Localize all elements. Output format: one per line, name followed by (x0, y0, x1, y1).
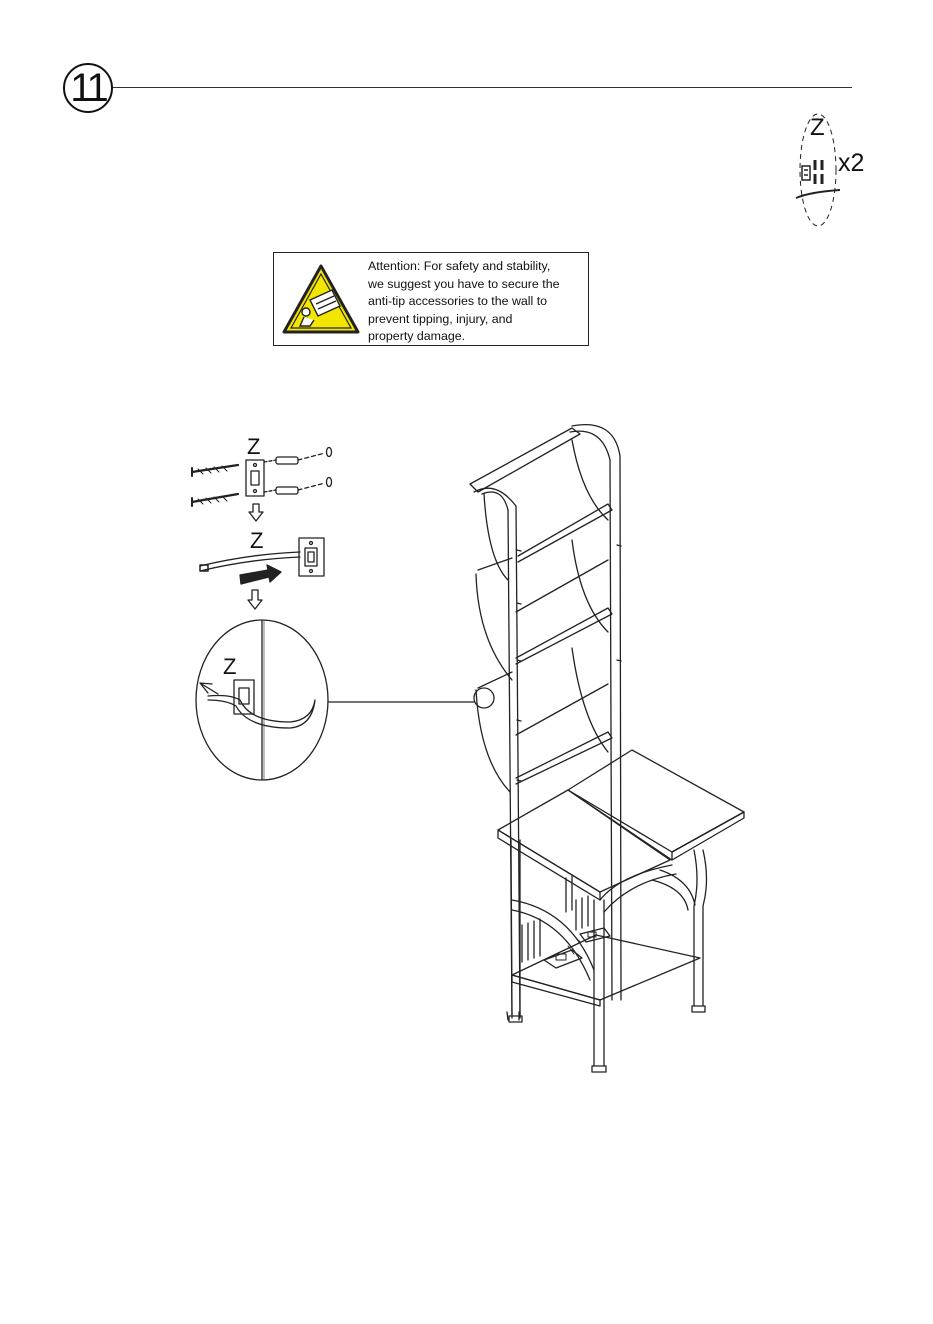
warning-line: prevent tipping, injury, and (368, 311, 513, 326)
hardware-quantity: x2 (838, 149, 865, 177)
hardware-part-letter: Z (810, 114, 825, 141)
part-label-z-strap: Z (250, 528, 264, 553)
step-number-circle: 11 (63, 63, 113, 113)
anti-tip-hardware-exploded-view (192, 448, 332, 610)
anti-tip-strap (200, 538, 324, 584)
warning-line: Attention: For safety and stability, (368, 259, 551, 273)
part-label-z-mounting: Z (247, 434, 261, 459)
shelf-unit-frame (470, 425, 621, 1020)
warning-line: we suggest you have to secure the (368, 276, 560, 291)
warning-line: property damage. (368, 329, 466, 344)
warning-line: anti-tip accessories to the wall to (368, 294, 548, 309)
part-label-z-detail: Z (223, 654, 237, 679)
anti-tip-detail-circle (196, 620, 494, 780)
